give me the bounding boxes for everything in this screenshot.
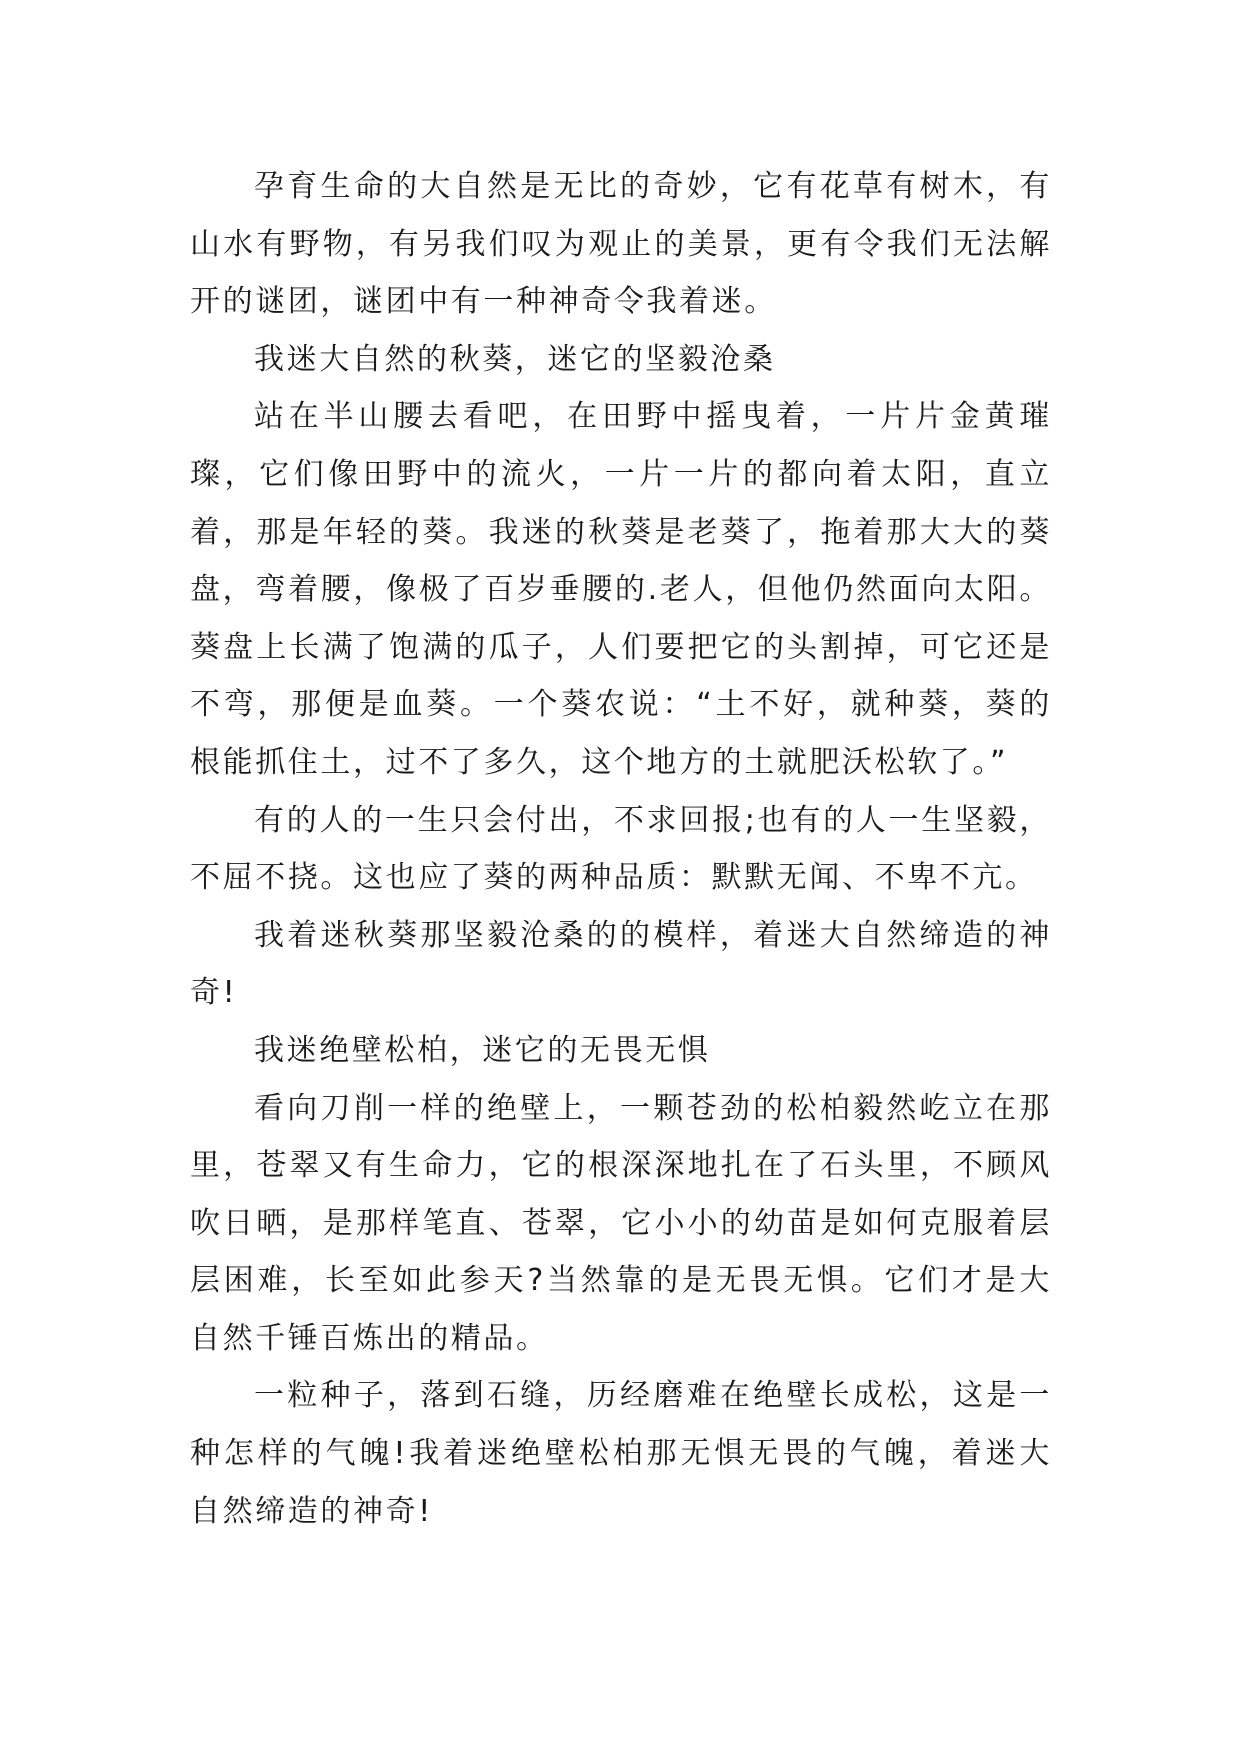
- paragraph-intro: 孕育生命的大自然是无比的奇妙，它有花草有树木，有山水有野物，有另我们叹为观止的美景，更有令我们无法解开的谜团，谜团中有一种神奇令我着迷。: [190, 169, 1052, 320]
- essay-body: [190, 158, 1052, 1540]
- paragraph-heading-pine: 我迷绝壁松柏，迷它的无畏无惧: [254, 1032, 711, 1068]
- paragraph-sunflower-qualities: 有的人的一生只会付出，不求回报;也有的人一生坚毅，不屈不挠。这也应了葵的两种品质：默默无闻、不卑不亢。: [190, 802, 1052, 896]
- paragraph-pine-description: 看向刀削一样的绝壁上，一颗苍劲的松柏毅然屹立在那里，苍翠又有生命力，它的根深深地扎在了石头里，不顾风吹日晒，是那样笔直、苍翠，它小小的幼苗是如何克服着层层困难，长至如此参天?当然靠的是无畏无惧。它们才是大自然千锤百炼出的精品。: [190, 1090, 1052, 1356]
- paragraph-pine-conclusion: 一粒种子，落到石缝，历经磨难在绝壁长成松，这是一种怎样的气魄!我着迷绝壁松柏那无惧无畏的气魄，着迷大自然缔造的神奇!: [190, 1378, 1052, 1529]
- paragraph-sunflower-description: 站在半山腰去看吧，在田野中摇曳着，一片片金黄璀璨，它们像田野中的流火，一片一片的都向着太阳，直立着，那是年轻的葵。我迷的秋葵是老葵了，拖着那大大的葵盘，弯着腰，像极了百岁垂腰的.老人，但他仍然面向太阳。葵盘上长满了饱满的瓜子，人们要把它的头割掉，可它还是不弯，那便是血葵。一个葵农说：“土不好，就种葵，葵的根能抓住土，过不了多久，这个地方的土就肥沃松软了。”: [190, 399, 1052, 780]
- paragraph-sunflower-conclusion: 我着迷秋葵那坚毅沧桑的的模样，着迷大自然缔造的神奇!: [190, 917, 1052, 1011]
- paragraph-heading-sunflower: 我迷大自然的秋葵，迷它的坚毅沧桑: [254, 341, 776, 377]
